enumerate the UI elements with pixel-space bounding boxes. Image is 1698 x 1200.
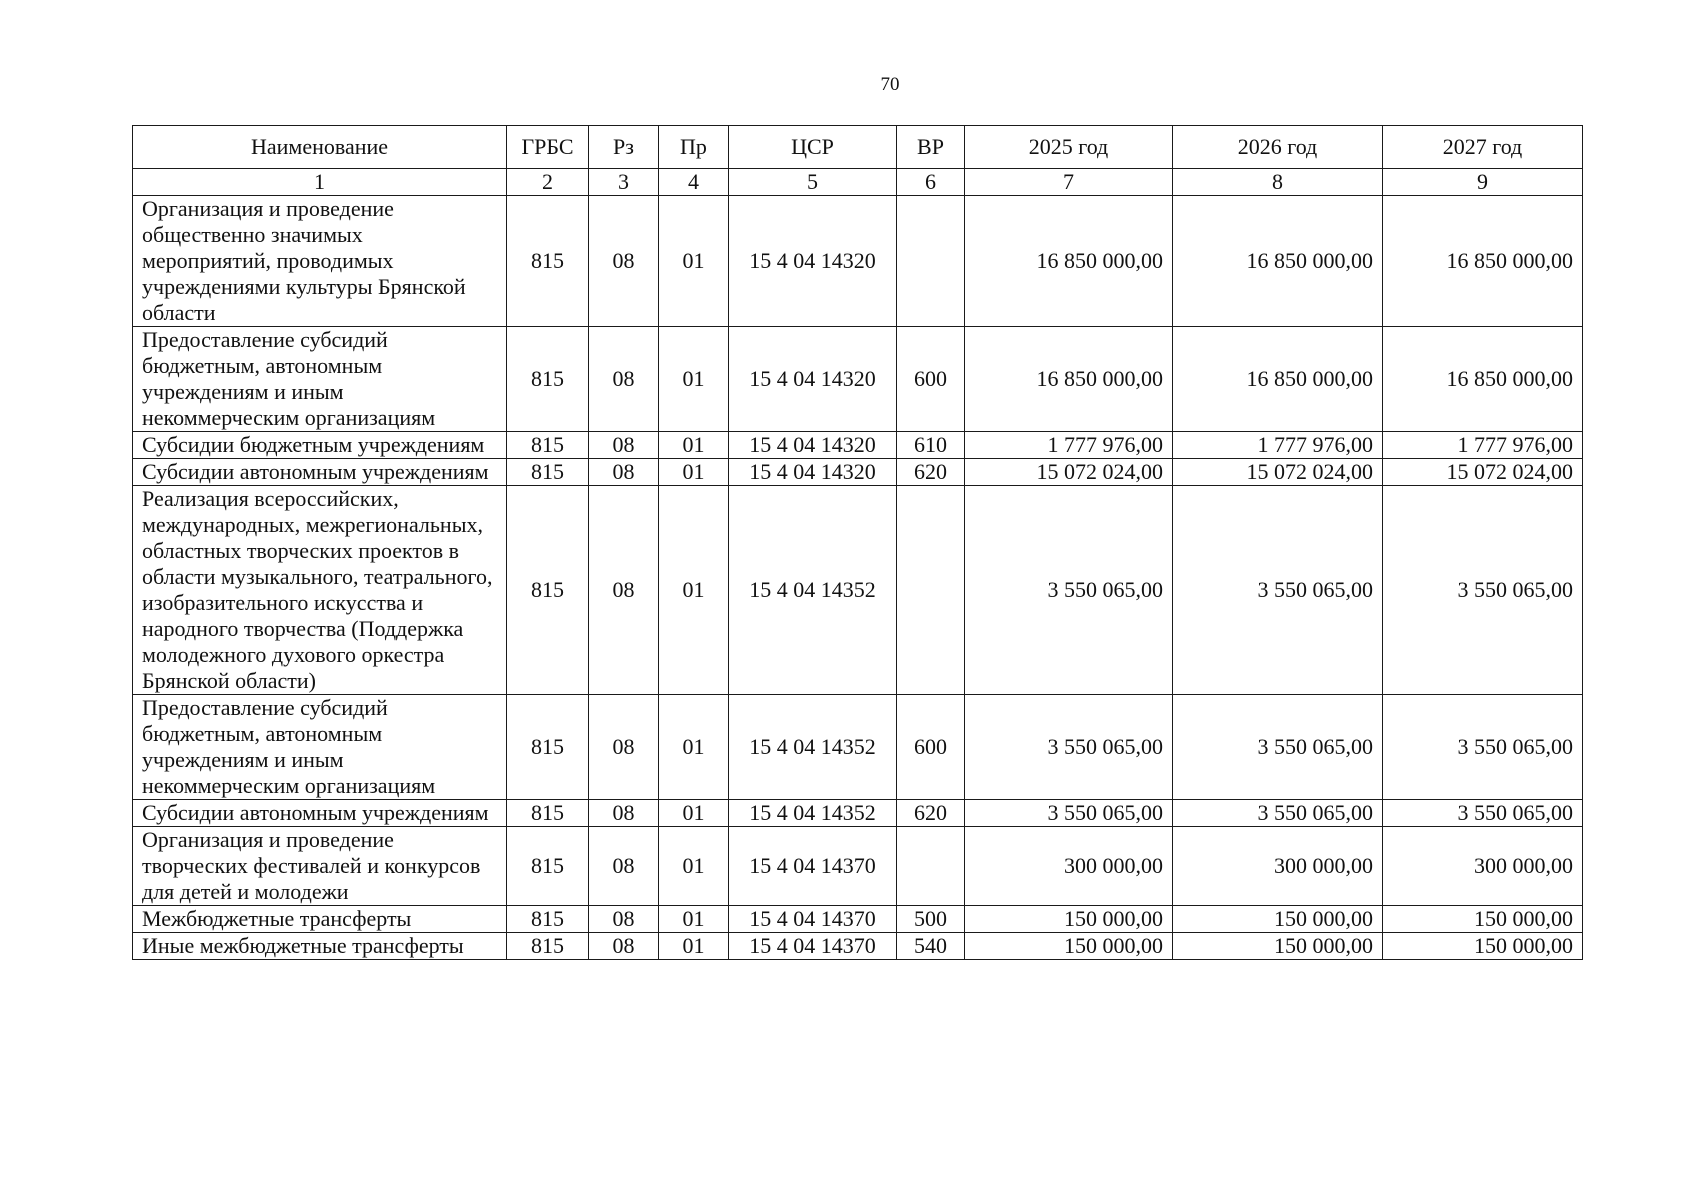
row-rz: 08 <box>589 800 659 827</box>
table-row <box>133 432 1583 459</box>
column-header-name: Наименование <box>133 126 507 169</box>
row-rz: 08 <box>589 695 659 800</box>
row-csr: 15 4 04 14320 <box>729 432 897 459</box>
row-amount-2026: 3 550 065,00 <box>1173 695 1383 800</box>
row-vr: 610 <box>897 432 965 459</box>
row-csr: 15 4 04 14352 <box>729 695 897 800</box>
row-grbs: 815 <box>507 827 589 906</box>
row-rz: 08 <box>589 486 659 695</box>
row-vr: 500 <box>897 906 965 933</box>
row-amount-2027: 1 777 976,00 <box>1383 432 1583 459</box>
row-grbs: 815 <box>507 486 589 695</box>
row-amount-2025: 300 000,00 <box>965 827 1173 906</box>
row-amount-2027: 16 850 000,00 <box>1383 196 1583 327</box>
row-amount-2027: 300 000,00 <box>1383 827 1583 906</box>
row-amount-2026: 15 072 024,00 <box>1173 459 1383 486</box>
row-pr: 01 <box>659 459 729 486</box>
row-vr: 600 <box>897 695 965 800</box>
row-rz: 08 <box>589 432 659 459</box>
column-header-rz: Рз <box>589 126 659 169</box>
row-amount-2027: 15 072 024,00 <box>1383 459 1583 486</box>
column-number: 6 <box>897 169 965 196</box>
row-grbs: 815 <box>507 695 589 800</box>
row-amount-2025: 1 777 976,00 <box>965 432 1173 459</box>
column-header-grbs: ГРБС <box>507 126 589 169</box>
row-amount-2026: 16 850 000,00 <box>1173 327 1383 432</box>
row-name: Субсидии бюджетным учреждениям <box>133 432 507 459</box>
row-amount-2026: 16 850 000,00 <box>1173 196 1383 327</box>
row-pr: 01 <box>659 196 729 327</box>
row-csr: 15 4 04 14352 <box>729 486 897 695</box>
row-grbs: 815 <box>507 327 589 432</box>
row-amount-2027: 150 000,00 <box>1383 933 1583 960</box>
row-csr: 15 4 04 14352 <box>729 800 897 827</box>
table-row <box>133 327 1583 432</box>
row-grbs: 815 <box>507 906 589 933</box>
row-vr: 540 <box>897 933 965 960</box>
row-vr <box>897 486 965 695</box>
row-name: Реализация всероссийских, международных, межрегиональных, областных творческих проектов в области музыкального, театрального, изобразительного искусства и народного творчества (Поддержка молодежного духового оркестра Брянской области) <box>133 486 507 695</box>
row-amount-2025: 15 072 024,00 <box>965 459 1173 486</box>
row-name: Предоставление субсидий бюджетным, автономным учреждениям и иным некоммерческим организациям <box>133 327 507 432</box>
row-vr <box>897 827 965 906</box>
row-rz: 08 <box>589 827 659 906</box>
row-rz: 08 <box>589 196 659 327</box>
row-grbs: 815 <box>507 800 589 827</box>
row-pr: 01 <box>659 906 729 933</box>
page-number: 70 <box>880 74 900 95</box>
row-amount-2025: 3 550 065,00 <box>965 800 1173 827</box>
column-header-vr: ВР <box>897 126 965 169</box>
row-pr: 01 <box>659 486 729 695</box>
row-name: Субсидии автономным учреждениям <box>133 800 507 827</box>
row-grbs: 815 <box>507 196 589 327</box>
row-name: Предоставление субсидий бюджетным, автономным учреждениям и иным некоммерческим организациям <box>133 695 507 800</box>
row-amount-2026: 3 550 065,00 <box>1173 486 1383 695</box>
column-header-2025: 2025 год <box>965 126 1173 169</box>
row-amount-2026: 1 777 976,00 <box>1173 432 1383 459</box>
row-pr: 01 <box>659 695 729 800</box>
table-row <box>133 933 1583 960</box>
table-body <box>133 169 1583 960</box>
row-grbs: 815 <box>507 459 589 486</box>
row-pr: 01 <box>659 327 729 432</box>
column-number: 5 <box>729 169 897 196</box>
budget-table <box>132 125 1583 960</box>
table-row <box>133 800 1583 827</box>
row-csr: 15 4 04 14320 <box>729 459 897 486</box>
row-amount-2026: 3 550 065,00 <box>1173 800 1383 827</box>
column-number: 1 <box>133 169 507 196</box>
row-name: Организация и проведение творческих фестивалей и конкурсов для детей и молодежи <box>133 827 507 906</box>
row-name: Субсидии автономным учреждениям <box>133 459 507 486</box>
row-amount-2027: 150 000,00 <box>1383 906 1583 933</box>
row-csr: 15 4 04 14320 <box>729 196 897 327</box>
row-amount-2026: 300 000,00 <box>1173 827 1383 906</box>
column-header-pr: Пр <box>659 126 729 169</box>
column-number: 4 <box>659 169 729 196</box>
row-name: Организация и проведение общественно значимых мероприятий, проводимых учреждениями культуры Брянской области <box>133 196 507 327</box>
column-number: 9 <box>1383 169 1583 196</box>
row-amount-2027: 16 850 000,00 <box>1383 327 1583 432</box>
row-grbs: 815 <box>507 933 589 960</box>
row-vr: 600 <box>897 327 965 432</box>
column-number: 8 <box>1173 169 1383 196</box>
row-pr: 01 <box>659 933 729 960</box>
table-row <box>133 906 1583 933</box>
table-row <box>133 459 1583 486</box>
row-rz: 08 <box>589 933 659 960</box>
row-pr: 01 <box>659 432 729 459</box>
column-header-2027: 2027 год <box>1383 126 1583 169</box>
row-amount-2025: 16 850 000,00 <box>965 196 1173 327</box>
row-pr: 01 <box>659 800 729 827</box>
row-name: Иные межбюджетные трансферты <box>133 933 507 960</box>
row-amount-2026: 150 000,00 <box>1173 906 1383 933</box>
row-vr: 620 <box>897 459 965 486</box>
row-amount-2025: 150 000,00 <box>965 906 1173 933</box>
row-amount-2025: 16 850 000,00 <box>965 327 1173 432</box>
row-name: Межбюджетные трансферты <box>133 906 507 933</box>
column-header-csr: ЦСР <box>729 126 897 169</box>
column-number: 2 <box>507 169 589 196</box>
row-rz: 08 <box>589 459 659 486</box>
row-pr: 01 <box>659 827 729 906</box>
row-amount-2025: 150 000,00 <box>965 933 1173 960</box>
row-amount-2025: 3 550 065,00 <box>965 486 1173 695</box>
header-row <box>133 126 1583 169</box>
row-rz: 08 <box>589 906 659 933</box>
row-amount-2027: 3 550 065,00 <box>1383 695 1583 800</box>
row-csr: 15 4 04 14370 <box>729 933 897 960</box>
row-vr <box>897 196 965 327</box>
table-row <box>133 196 1583 327</box>
column-header-2026: 2026 год <box>1173 126 1383 169</box>
row-amount-2027: 3 550 065,00 <box>1383 486 1583 695</box>
row-vr: 620 <box>897 800 965 827</box>
row-csr: 15 4 04 14320 <box>729 327 897 432</box>
row-csr: 15 4 04 14370 <box>729 827 897 906</box>
table-row <box>133 486 1583 695</box>
table-row <box>133 695 1583 800</box>
column-numbering-row <box>133 169 1583 196</box>
table-row <box>133 827 1583 906</box>
column-number: 3 <box>589 169 659 196</box>
row-amount-2027: 3 550 065,00 <box>1383 800 1583 827</box>
column-number: 7 <box>965 169 1173 196</box>
row-rz: 08 <box>589 327 659 432</box>
row-amount-2025: 3 550 065,00 <box>965 695 1173 800</box>
row-csr: 15 4 04 14370 <box>729 906 897 933</box>
row-grbs: 815 <box>507 432 589 459</box>
row-amount-2026: 150 000,00 <box>1173 933 1383 960</box>
